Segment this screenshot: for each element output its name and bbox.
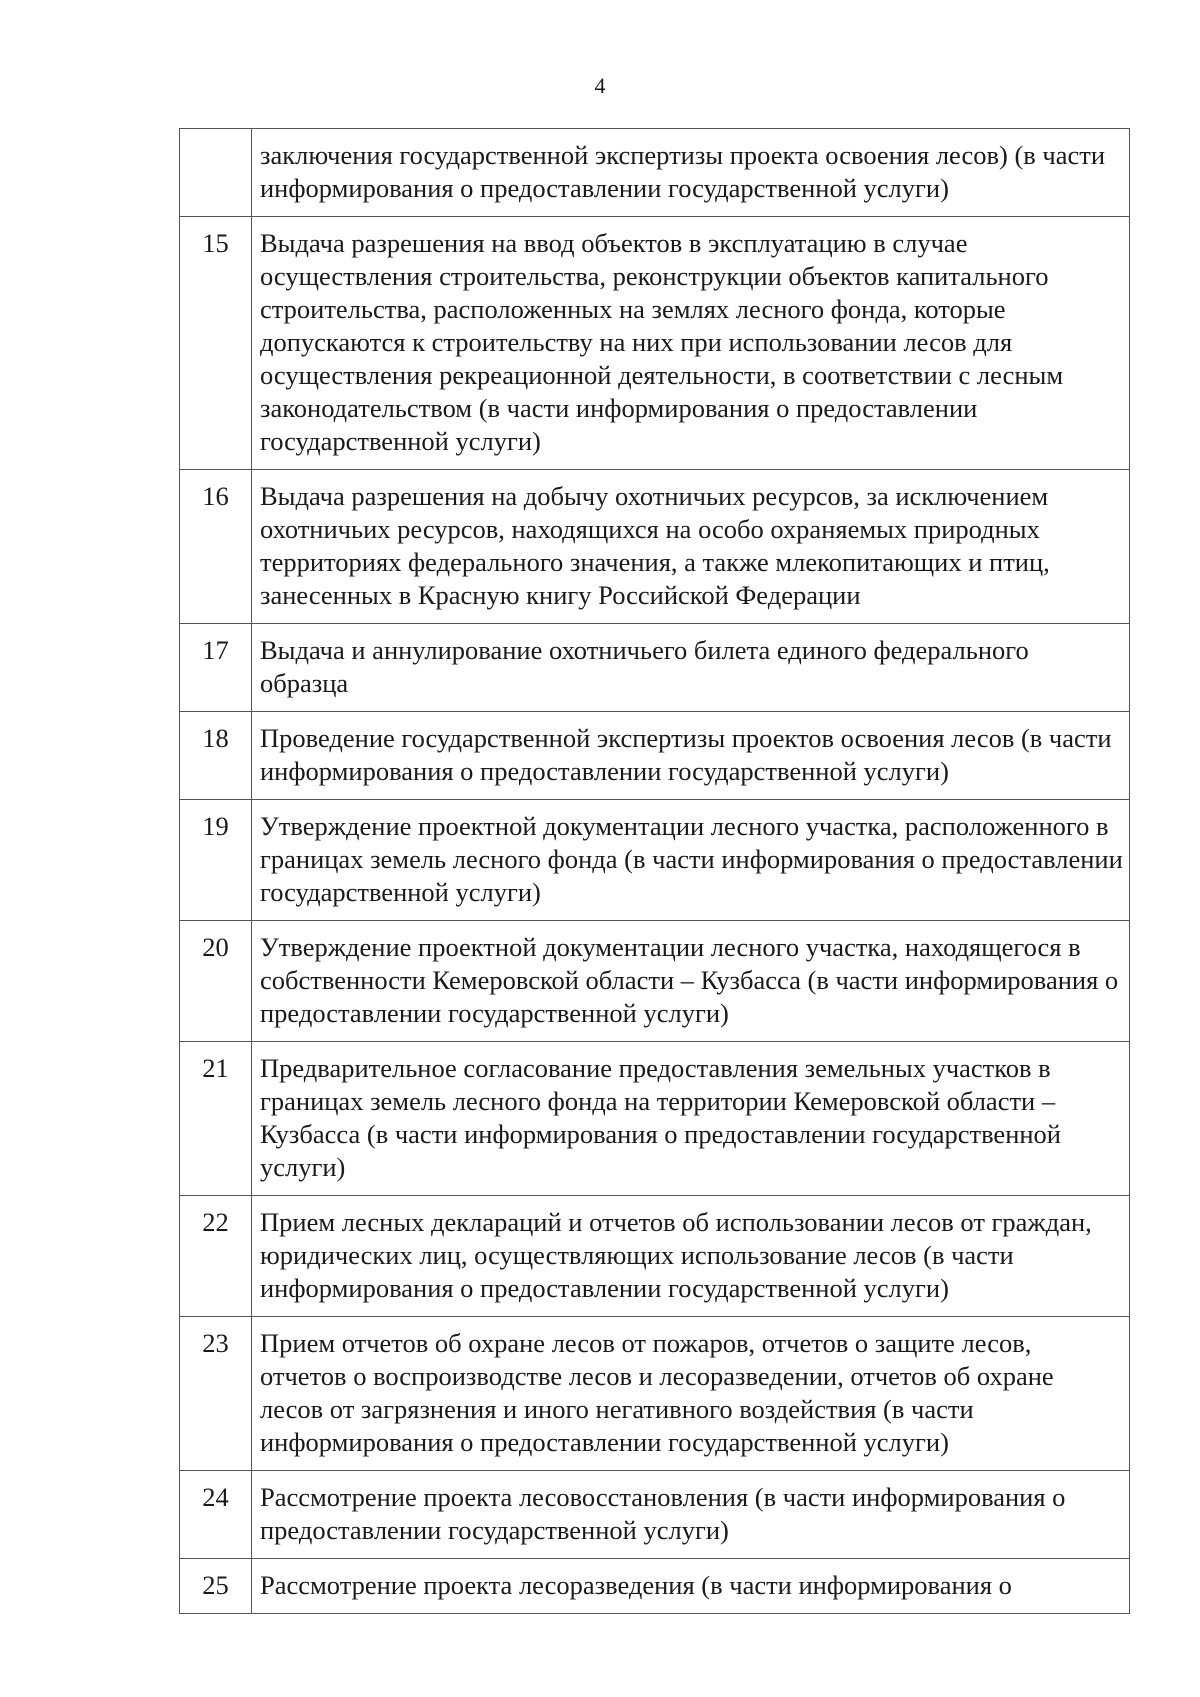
service-description: Прием лесных деклараций и отчетов об использовании лесов от граждан, юридических лиц, осуществляющих использование лесов (в части информирования о предоставлении государственной услуги) — [252, 1196, 1130, 1317]
row-number: 21 — [180, 1042, 252, 1196]
page-number: 4 — [594, 73, 606, 98]
service-description: Проведение государственной экспертизы проектов освоения лесов (в части информирования о предоставлении государственной услуги) — [252, 712, 1130, 800]
row-number: 24 — [180, 1471, 252, 1559]
row-number: 15 — [180, 217, 252, 470]
service-description: Предварительное согласование предоставления земельных участков в границах земель лесного фонда на территории Кемеровской области – Кузбасса (в части информирования о предоставлении государственной услуги) — [252, 1042, 1130, 1196]
table-row — [180, 1196, 1130, 1317]
row-number: 18 — [180, 712, 252, 800]
row-number: 20 — [180, 921, 252, 1042]
row-number — [180, 129, 252, 217]
table-row — [180, 921, 1130, 1042]
service-description: Рассмотрение проекта лесовосстановления (в части информирования о предоставлении государственной услуги) — [252, 1471, 1130, 1559]
service-description: Утверждение проектной документации лесного участка, расположенного в границах земель лесного фонда (в части информирования о предоставлении государственной услуги) — [252, 800, 1130, 921]
table-row — [180, 1471, 1130, 1559]
table-row — [180, 129, 1130, 217]
row-number: 16 — [180, 470, 252, 624]
table-row — [180, 800, 1130, 921]
service-description: Прием отчетов об охране лесов от пожаров, отчетов о защите лесов, отчетов о воспроизводстве лесов и лесоразведении, отчетов об охране лесов от загрязнения и иного негативного воздействия (в части информирования о предоставлении государственной услуги) — [252, 1317, 1130, 1471]
table-row — [180, 1559, 1130, 1614]
service-description: Выдача разрешения на ввод объектов в эксплуатацию в случае осуществления строительства, реконструкции объектов капитального строительства, расположенных на землях лесного фонда, которые допускаются к строительству на них при использовании лесов для осуществления рекреационной деятельности, в соответствии с лесным законодательством (в части информирования о предоставлении государственной услуги) — [252, 217, 1130, 470]
row-number: 17 — [180, 624, 252, 712]
table-row — [180, 217, 1130, 470]
service-description: Рассмотрение проекта лесоразведения (в части информирования о — [252, 1559, 1130, 1614]
services-table — [179, 128, 1130, 1614]
table-row — [180, 1042, 1130, 1196]
service-description: Утверждение проектной документации лесного участка, находящегося в собственности Кемеровской области – Кузбасса (в части информирования о предоставлении государственной услуги) — [252, 921, 1130, 1042]
row-number: 22 — [180, 1196, 252, 1317]
service-description: заключения государственной экспертизы проекта освоения лесов) (в части информирования о предоставлении государственной услуги) — [252, 129, 1130, 217]
row-number: 19 — [180, 800, 252, 921]
table-row — [180, 712, 1130, 800]
service-description: Выдача разрешения на добычу охотничьих ресурсов, за исключением охотничьих ресурсов, находящихся на особо охраняемых природных территориях федерального значения, а также млекопитающих и птиц, занесенных в Красную книгу Российской Федерации — [252, 470, 1130, 624]
table-row — [180, 1317, 1130, 1471]
service-description: Выдача и аннулирование охотничьего билета единого федерального образца — [252, 624, 1130, 712]
row-number: 25 — [180, 1559, 252, 1614]
row-number: 23 — [180, 1317, 252, 1471]
table-row — [180, 470, 1130, 624]
table-row — [180, 624, 1130, 712]
